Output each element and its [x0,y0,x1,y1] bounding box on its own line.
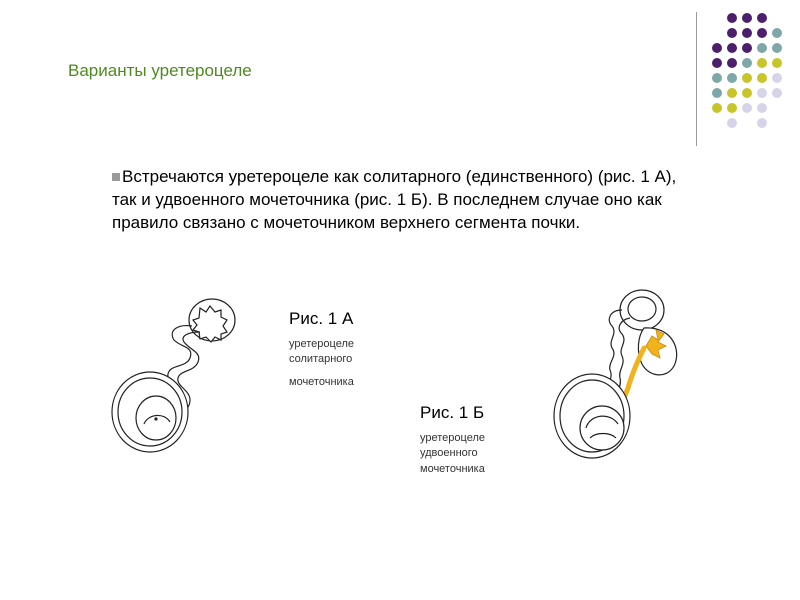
decorative-dot [757,73,767,83]
bullet-icon [112,173,120,181]
slide-title: Варианты уретероцеле [68,61,252,80]
decorative-dot [727,43,737,53]
decorative-dot [757,103,767,113]
decorative-dot [772,73,782,83]
body-paragraph [112,165,692,234]
body-paragraph-text: Встречаются уретероцеле как солитарного (единственного) (рис. 1 А), так и удвоенного мочеточника (рис. 1 Б). В последнем случае оно как правило связано с мочеточником верхнего сегмента почки. [112,167,677,232]
figure-b-caption-line-2: удвоенного [420,447,478,459]
decorative-dot [742,88,752,98]
decorative-dot [742,73,752,83]
figure-a-caption-line-2: солитарного [289,353,353,365]
decorative-dot [742,58,752,68]
decorative-dot [742,28,752,38]
figure-a-illustration [108,296,248,456]
figure-a-caption-line-1: уретероцеле [289,338,354,350]
decorative-dot [772,88,782,98]
decorative-dot [772,43,782,53]
decorative-dot [727,118,737,128]
figure-a-title: Рис. 1 А [289,309,354,328]
figure-b-title: Рис. 1 Б [420,403,485,422]
decorative-dot [742,43,752,53]
decorative-dot [772,28,782,38]
decorative-divider-line [696,12,697,146]
decorative-dot [757,13,767,23]
decorative-dot [727,13,737,23]
decorative-dot [742,103,752,113]
decorative-dot [712,88,722,98]
decorative-dot [772,58,782,68]
decorative-dot [757,43,767,53]
figure-b-caption-line-1: уретероцеле [420,432,485,444]
decorative-dot [712,103,722,113]
decorative-dot [727,28,737,38]
decorative-dot [727,73,737,83]
figure-a-caption-line-3: мочеточника [289,376,354,388]
figure-b-caption-line-3: мочеточника [420,463,485,475]
figure-b-illustration [550,288,690,468]
decorative-dot [742,13,752,23]
decorative-dot [757,28,767,38]
decorative-dot [712,43,722,53]
decorative-dot [712,73,722,83]
decorative-dot [757,118,767,128]
decorative-dot [757,88,767,98]
decorative-dot [727,88,737,98]
decorative-dot [712,58,722,68]
decorative-dot [727,103,737,113]
decorative-dot [757,58,767,68]
decorative-dot [727,58,737,68]
